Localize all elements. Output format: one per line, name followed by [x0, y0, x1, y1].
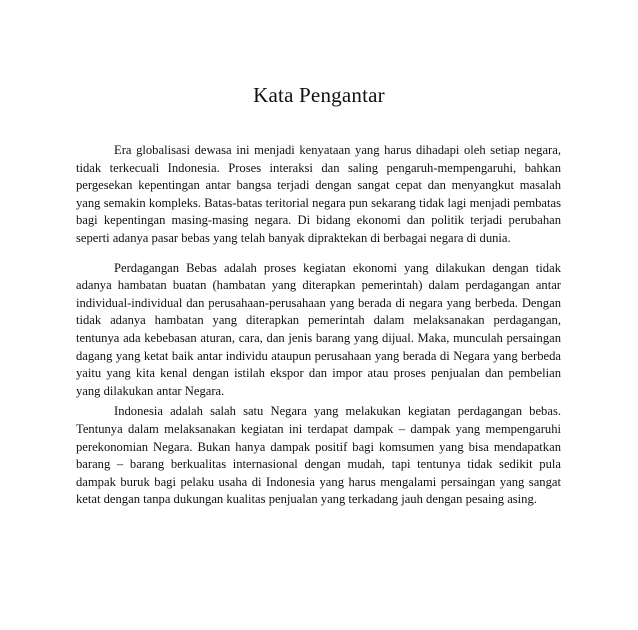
paragraph-1: Era globalisasi dewasa ini menjadi kenyataan yang harus dihadapi oleh setiap negara, tidak terkecuali Indonesia. Proses interaksi dan saling pengaruh-mempengaruhi, bahkan pergesekan kepentingan antar bangsa terjadi dengan sangat cepat dan menyangkut masalah yang semakin kompleks. Batas-batas teritorial negara pun sekarang tidak lagi menjadi pembatas bagi kepentingan masing-masing negara. Di bidang ekonomi dan politik terjadi perubahan seperti adanya pasar bebas yang telah banyak dipraktekan di berbagai negara di dunia.: [76, 143, 561, 245]
paragraph-3: Indonesia adalah salah satu Negara yang melakukan kegiatan perdagangan bebas. Tentunya dalam melaksanakan kegiatan ini terdapat dampak – dampak yang mempengaruhi perekonomian Negara. Bukan hanya dampak positif bagi komsumen yang bisa mendapatkan barang – barang berkualitas internasional dengan mudah, tapi tentunya tidak sedikit pula dampak buruk bagi pelaku usaha di Indonesia yang harus mengalami persaingan yang sangat ketat dengan tanpa dukungan kualitas penjualan yang terkadang jauh dengan pesaing asing.: [76, 404, 561, 507]
document-body: [76, 142, 561, 509]
page-title: Kata Pengantar: [253, 83, 385, 107]
paragraph-2: Perdagangan Bebas adalah proses kegiatan ekonomi yang dilakukan dengan tidak adanya hambatan buatan (hambatan yang diterapkan pemerintah) dalam perdagangan antar individual-individual dan perusahaan-perusahaan yang berada di negara yang berbeda. Dengan tidak adanya hambatan yang diterapkan pemerintah dalam melaksanakan perdagangan, tentunya ada kebebasan aturan, cara, dan jenis barang yang dijual. Maka, munculah persaingan dagang yang ketat baik antar individu ataupun perusahaan yang berada di Negara yang berbeda yaitu yang kita kenal dengan istilah ekspor dan impor atau proses penjualan dan pembelian yang dilakukan antar Negara.: [76, 260, 561, 398]
